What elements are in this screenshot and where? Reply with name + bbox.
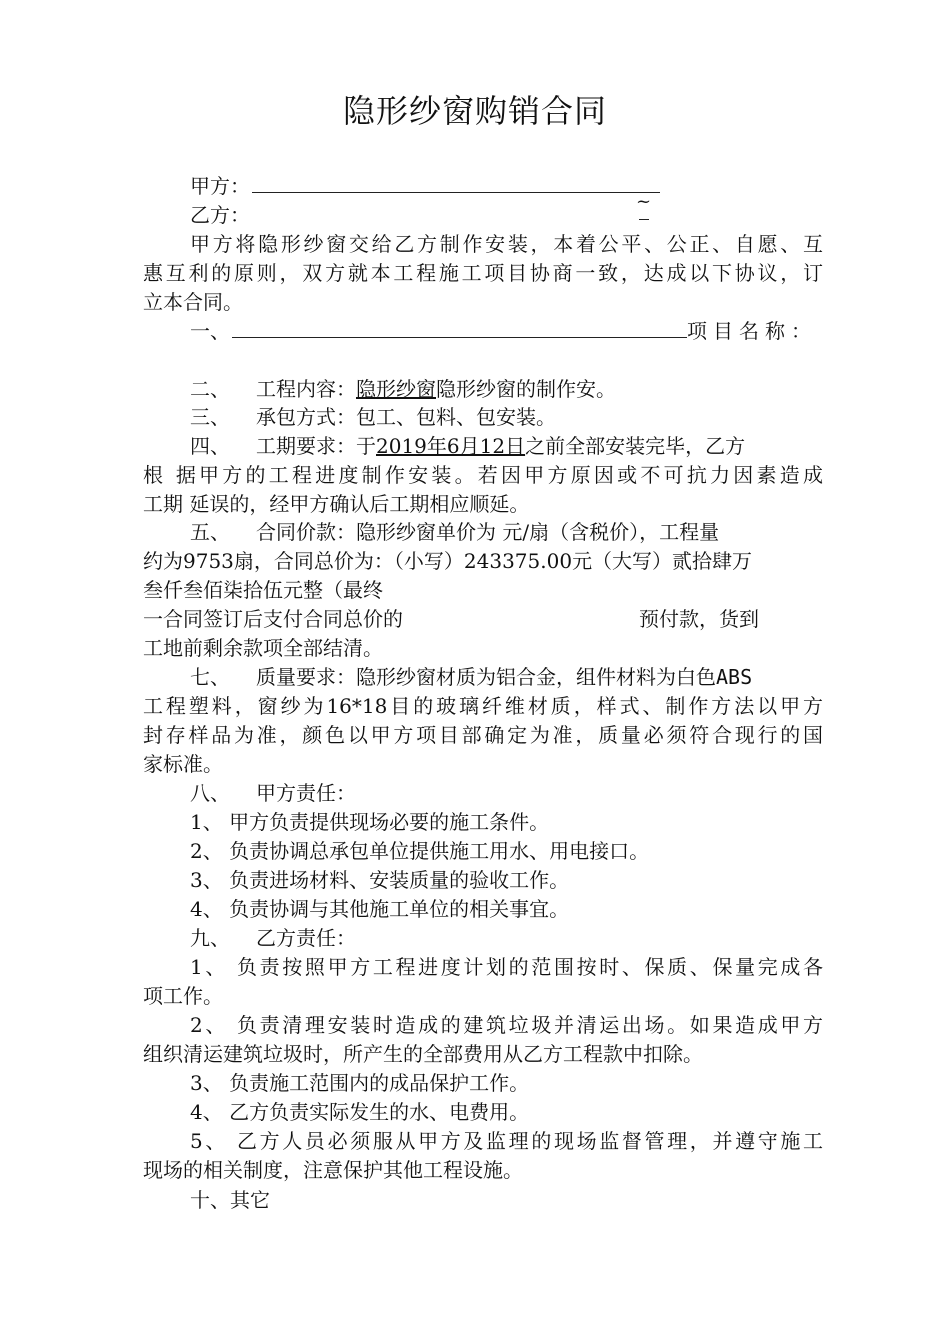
item-3 [190,403,823,432]
party-b-blank [639,219,649,220]
item-5-line-5: 工地前剩余款项全部结清。 [143,636,383,660]
item-7-line-1 [190,663,823,692]
party-b-line [190,201,823,230]
item-4-line-3: 工期 延误的，经甲方确认后工期相应顺延。 [143,492,530,516]
item-3-text: 包工、包料、包安装。 [356,405,556,429]
item-5-line-2 [143,547,823,576]
item-2-label: 工程内容： [256,377,356,401]
item-7-number: 七、 [190,665,230,689]
item-4-date: 2019年6月12日 [376,434,526,458]
item-2-underlined: 隐形纱窗 [356,377,436,401]
item-9-label: 乙方责任： [256,926,356,950]
item-7-line-4: 家标准。 [143,752,223,776]
item-9-point-2-line-2: 组织清运建筑垃圾时，所产生的全部费用从乙方工程款中扣除。 [143,1042,703,1066]
party-b-mark: ~ [636,191,652,212]
point-number: 1 [190,810,203,834]
item-9-number: 九、 [190,926,230,950]
point-text: 、 负责按照甲方工程进度计划的范围按时、保质、保量完成各 [202,955,823,979]
item-9-point-5-line-2: 现场的相关制度，注意保护其他工程设施。 [143,1158,523,1182]
item-5-line-2-c: 元（大写）贰拾肆万 [572,549,753,573]
point-text: 、 负责进场材料、安装质量的验收工作。 [202,868,570,892]
item-5-quantity: 9753 [183,549,234,573]
item-4-post: 之前全部安装完毕，乙方 [525,434,746,458]
item-7-label: 质量要求： [256,665,356,689]
point-number: 2 [190,839,203,863]
item-9-point-3 [190,1069,823,1098]
point-number: 3 [190,1071,203,1095]
item-7-line-2-c: 目的玻璃纤维材质，样式、制作方法以甲方 [387,694,824,718]
item-5-unit-price: 隐形纱窗单价为 元/扇（含税价），工程量 [356,520,720,544]
party-a-label: 甲方： [190,174,250,198]
item-2 [190,375,823,404]
item-5-line-3: 叁仟叁佰柒拾伍元整（最终 [143,578,383,602]
intro-line-3: 立本合同。 [143,290,243,314]
item-4-line-1 [190,432,823,461]
item-2-text: 隐形纱窗的制作安。 [436,377,616,401]
item-7-material: ABS [716,665,753,689]
item-8-point-2 [190,837,823,866]
point-text: 、 甲方负责提供现场必要的施工条件。 [202,810,550,834]
item-1-blank [232,336,687,338]
item-1-label: 项目名称： [687,319,817,343]
item-8-heading [190,779,823,808]
point-number: 3 [190,868,203,892]
item-9-point-2-line-1 [190,1011,823,1040]
item-2-number: 二、 [190,377,230,401]
item-9-point-1-line-1 [190,953,823,982]
point-number: 4 [190,897,203,921]
point-text: 、 负责施工范围内的成品保护工作。 [202,1071,530,1095]
item-5-line-2-b: 扇，合同总价为：（小写） [233,549,464,573]
item-7-line-2-a: 工程塑料，窗纱为 [143,694,327,718]
item-5-number: 五、 [190,520,230,544]
item-4-line-2: 根 据甲方的工程进度制作安装。若因甲方原因或不可抗力因素造成 [143,463,823,487]
party-a-blank [252,191,660,193]
point-number: 4 [190,1100,203,1124]
item-9-point-5-line-1 [190,1127,823,1156]
party-b-label: 乙方： [190,203,250,227]
item-7-line-2 [143,692,823,721]
item-5-line-4-b: 预付款，货到 [639,607,759,631]
item-9-point-4 [190,1098,823,1127]
point-number: 1 [190,955,203,979]
point-number: 5 [190,1129,203,1153]
item-8-point-3 [190,866,823,895]
item-8-point-4 [190,895,823,924]
party-a-line [190,172,823,201]
item-8-number: 八、 [190,781,230,805]
item-4-pre: 于 [356,434,376,458]
item-4-number: 四、 [190,434,230,458]
item-7-line-3: 封存样品为准，颜色以甲方项目部确定为准，质量必须符合现行的国 [143,723,823,747]
page-title: 隐形纱窗购销合同 [342,92,607,130]
item-5-line-4 [143,605,823,634]
item-8-label: 甲方责任： [256,781,356,805]
point-number: 2 [190,1013,203,1037]
item-3-label: 承包方式： [256,405,356,429]
item-1 [190,317,823,346]
item-5-line-2-a: 约为 [143,549,183,573]
intro-line-2: 惠互利的原则，双方就本工程施工项目协商一致，达成以下协议，订 [143,261,823,285]
point-text: 、 负责清理安装时造成的建筑垃圾并清运出场。如果造成甲方 [202,1013,823,1037]
item-10: 十、其它 [190,1188,270,1212]
point-text: 、 负责协调总承包单位提供施工用水、用电接口。 [202,839,650,863]
item-1-number: 一、 [190,319,230,343]
item-5-line-4-a: 一合同签订后支付合同总价的 [143,607,403,631]
point-text: 、 负责协调与其他施工单位的相关事宜。 [202,897,570,921]
item-7-line-1-a: 隐形纱窗材质为铝合金，组件材料为白色 [356,665,716,689]
item-8-point-1 [190,808,823,837]
point-text: 、 乙方负责实际发生的水、电费用。 [202,1100,530,1124]
item-5-label: 合同价款： [256,520,356,544]
intro-line-1: 甲方将隐形纱窗交给乙方制作安装，本着公平、公正、自愿、互 [190,232,823,256]
item-7-mesh: 16*18 [326,694,388,718]
item-9-heading [190,924,823,953]
item-9-point-1-line-2: 项工作。 [143,984,223,1008]
item-5-line-1 [190,518,823,547]
item-4-label: 工期要求： [256,434,356,458]
item-3-number: 三、 [190,405,230,429]
point-text: 、 乙方人员必须服从甲方及监理的现场监督管理，并遵守施工 [202,1129,823,1153]
item-5-amount: 243375.00 [463,549,573,573]
